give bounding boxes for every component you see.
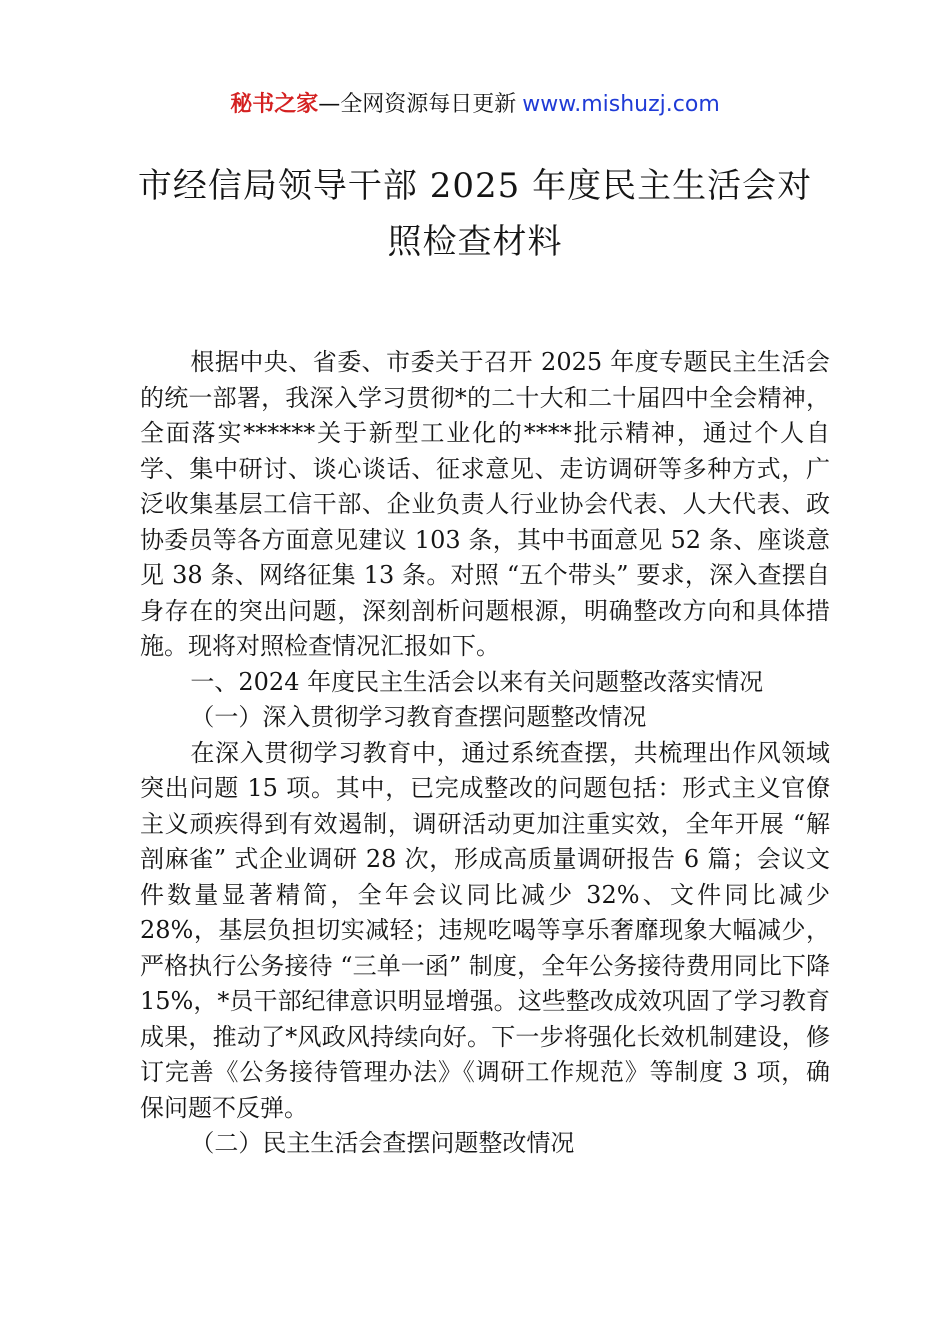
subsection-heading-1: （一）深入贯彻学习教育查摆问题整改情况: [190, 703, 647, 731]
site-slogan: 全网资源每日更新: [340, 92, 517, 117]
document-title: [120, 158, 830, 270]
header-dash: —: [318, 92, 341, 117]
title-line-1: 市经信局领导干部 2025 年度民主生活会对: [137, 166, 813, 206]
title-line-2: 照检查材料: [387, 222, 563, 262]
subsection-heading-2: （二）民主生活会查摆问题整改情况: [190, 1129, 575, 1157]
site-name: 秘书之家: [230, 92, 319, 117]
intro-paragraph: 根据中央、省委、市委关于召开 2025 年度专题民主生活会的统一部署，我深入学习贯彻*的二十大和二十届四中全会精神，全面落实******关于新型工业化的****批示精神，通过个人自学、集中研讨、谈心谈话、征求意见、走访调研等多种方式，广泛收集基层工信干部、企业负责人行业协会代表、人大代表、政协委员等各方面意见建议 103 条，其中书面意见 52 条、座谈意见 38 条、网络征集 13 条。对照 “五个带头” 要求，深入查摆自身存在的突出问题，深刻剖析问题根源，明确整改方向和具体措施。现将对照检查情况汇报如下。: [140, 348, 830, 660]
subsection-paragraph-1: 在深入贯彻学习教育中，通过系统查摆，共梳理出作风领域突出问题 15 项。其中，已完成整改的问题包括：形式主义官僚主义顽疾得到有效遏制，调研活动更加注重实效，全年开展 “解剖麻雀” 式企业调研 28 次，形成高质量调研报告 6 篇；会议文件数量显著精简，全年会议同比减少 32%、文件同比减少 28%，基层负担切实减轻；违规吃喝等享乐奢靡现象大幅减少，严格执行公务接待 “三单一函” 制度，全年公务接待费用同比下降 15%，*员干部纪律意识明显增强。这些整改成效巩固了学习教育成果，推动了*风政风持续向好。下一步将强化长效机制建设，修订完善《公务接待管理办法》《调研工作规范》等制度 3 项，确保问题不反弹。: [140, 738, 830, 1122]
section-heading-1: 一、2024 年度民主生活会以来有关问题整改落实情况: [190, 667, 764, 696]
document-body: [140, 345, 830, 1162]
site-header: [0, 88, 950, 122]
site-url-link[interactable]: www.mishuzj.com: [522, 92, 720, 117]
